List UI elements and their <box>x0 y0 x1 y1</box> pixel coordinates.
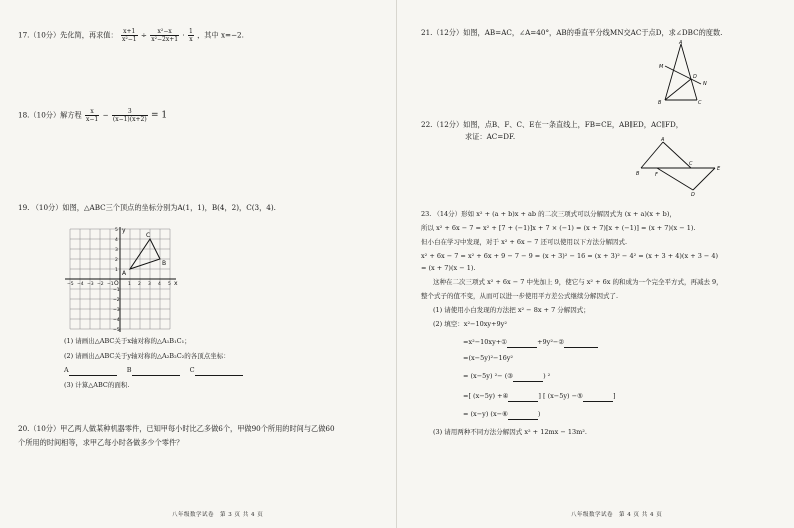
q19-sub1: (1) 请画出△ABC关于x轴对称的△A₁B₁C₁； <box>64 337 191 345</box>
q17-operator-1: ÷ <box>140 30 147 40</box>
q17-tail: ，其中 x=−2. <box>197 30 244 40</box>
label-a: A <box>122 270 127 277</box>
q21-figure <box>655 40 715 106</box>
q19-sub3: (3) 计算△ABC的面积. <box>64 381 130 389</box>
question-17 <box>18 28 244 43</box>
q23-sub1: (1) 请使用小白发现的方法把 x² − 8x + 7 分解因式； <box>433 306 590 314</box>
q21-label-c: C <box>698 100 702 106</box>
svg-text:3: 3 <box>115 248 118 253</box>
svg-text:4: 4 <box>115 238 118 243</box>
svg-text:−2: −2 <box>113 298 120 303</box>
q22-label-b: B <box>636 171 640 177</box>
q22-label-c: C <box>689 161 693 167</box>
blank-3[interactable] <box>513 372 543 382</box>
q19-sub2: (2) 请画出△ABC关于y轴对称的△A₂B₂C₂的各顶点坐标： <box>64 352 230 360</box>
q23-step3: = (x−5y) ²− (③ ) ² <box>463 372 551 380</box>
q22-label-a: A <box>661 137 665 143</box>
q18-fraction-2: $\frac{3}{(x-1)(x+2)}$ <box>112 108 147 123</box>
blank-6-marker: ⑥ <box>502 410 508 418</box>
q22-figure <box>635 136 727 196</box>
blank-5-marker: ⑤ <box>577 392 583 400</box>
q17-operator-2: · <box>182 30 185 40</box>
svg-text:3: 3 <box>148 282 151 287</box>
blank-4[interactable] <box>508 392 538 402</box>
svg-text:−4: −4 <box>113 318 120 323</box>
x-tick-labels <box>67 281 171 287</box>
blank-3-marker: ③ <box>507 372 514 380</box>
q22-line1: 22.（12分）如图，点B、F、C、E在一条直线上，FB=CE，AB∥ED，AC∥FD， <box>421 120 683 129</box>
svg-text:−1: −1 <box>113 288 120 293</box>
svg-text:−3: −3 <box>87 282 94 287</box>
q23-line6: 这种在二次三项式 x² + 6x − 7 中先加上 9，使它与 x² + 6x 的和成为一个完全平方式，再减去 9， <box>433 278 723 286</box>
svg-text:5: 5 <box>168 282 171 287</box>
axes <box>65 227 176 332</box>
blank-b[interactable] <box>132 366 180 376</box>
q17-head: 17.（10分）先化简，再求值： <box>18 30 118 40</box>
q19-prompt: 19. （10分）如图，△ABC三个顶点的坐标分别为A(1，1)，B(4，2)，C(3，4). <box>18 203 276 212</box>
blank-1-marker: ① <box>501 338 508 346</box>
q18-rhs: = 1 <box>150 110 168 121</box>
q23-sub3: (3) 请用两种不同方法分解因式 x² + 12mx − 13m². <box>433 428 587 436</box>
blank-4-marker: ④ <box>502 392 509 400</box>
blank-a[interactable] <box>69 366 117 376</box>
q18-minus: − <box>102 110 109 120</box>
q23-line1: 23. （14分）形如 x² + (a + b)x + ab 的二次三项式可以分解因式为 (x + a)(x + b)， <box>421 210 676 218</box>
q23-line2: 所以 x² + 6x − 7 = x² + [7 + (−1)]x + 7 × (−1) = (x + 7)[x + (−1)] = (x + 7)(x − 1). <box>421 224 696 232</box>
blank-2[interactable] <box>564 338 598 348</box>
blank-2-marker: ② <box>558 338 565 346</box>
q21-label-n: N <box>703 81 707 87</box>
svg-text:4: 4 <box>158 282 161 287</box>
label-x-axis: x <box>174 280 178 287</box>
q23-sub2: (2) 填空：x²−10xy+9y² <box>433 320 507 328</box>
q23-line3: 但小白在学习中发现，对于 x² + 6x − 7 还可以使用以下方法分解因式. <box>421 238 628 246</box>
blank-1[interactable] <box>507 338 537 348</box>
label-b: B <box>162 260 167 267</box>
question-18 <box>18 108 167 123</box>
coordinate-grid <box>62 226 180 334</box>
right-page <box>397 0 794 528</box>
right-footer: 八年级数学试卷 第 4 页 共 4 页 <box>571 512 663 518</box>
q18-fraction-1: $\frac{x}{x-1}$ <box>86 108 99 123</box>
q21-label-m: M <box>659 64 664 70</box>
svg-text:−3: −3 <box>113 308 120 313</box>
q22-label-f: F <box>655 172 658 178</box>
q22-label-e: E <box>717 166 721 172</box>
q20-line2: 个所用的时间相等，求甲乙每小时各做多少个零件？ <box>18 438 184 447</box>
q22-line2: 求证：AC=DF. <box>465 132 516 141</box>
svg-text:5: 5 <box>115 228 118 233</box>
q17-fraction-1: $\frac{x+1}{\text{x²−1}}$ <box>121 28 137 43</box>
q23-line4: x² + 6x − 7 = x² + 6x + 9 − 7 − 9 = (x + 3)² − 16 = (x + 3)² − 4² = (x + 3 + 4)(x + 3 − 4) <box>421 252 719 260</box>
blank-5[interactable] <box>583 392 613 402</box>
blank-c[interactable] <box>195 366 243 376</box>
q19-blanks <box>64 366 243 376</box>
blank-b-label: B <box>126 366 132 374</box>
blank-6[interactable] <box>508 410 538 420</box>
svg-text:2: 2 <box>115 258 118 263</box>
q21-label-d: D <box>693 74 697 80</box>
triangle-abc <box>130 239 160 269</box>
left-footer: 八年级数学试卷 第 3 页 共 4 页 <box>172 512 264 518</box>
svg-text:−5: −5 <box>113 328 120 333</box>
svg-text:1: 1 <box>115 268 118 273</box>
q21-label-a: A <box>679 40 683 46</box>
svg-text:−4: −4 <box>77 282 84 287</box>
svg-text:1: 1 <box>128 282 131 287</box>
q23-step4: =[ (x−5y) +④ ] [ (x−5y) −⑤ ] <box>463 392 616 400</box>
blank-a-label: A <box>64 366 69 374</box>
label-origin: O <box>114 280 119 287</box>
q21-label-b: B <box>658 100 662 106</box>
svg-text:2: 2 <box>138 282 141 287</box>
label-y-axis: y <box>122 227 126 234</box>
q23-step5: = (x−y) (x−⑥ ) <box>463 410 541 418</box>
q17-fraction-3: $\frac{1}{x}$ <box>188 28 193 43</box>
q22-label-d: D <box>691 192 695 196</box>
q23-line5: = (x + 7)(x − 1). <box>421 264 476 272</box>
blank-c-label: C <box>189 366 195 374</box>
svg-text:−2: −2 <box>97 282 104 287</box>
q23-line7: 整个式子的值不变，从而可以进一步使用平方差公式继续分解因式了. <box>421 292 619 300</box>
q20-line1: 20.（10分）甲乙两人做某种机器零件，已知甲每小时比乙多做6个，甲做90个所用的时间与乙做60 <box>18 424 335 433</box>
label-c: C <box>146 232 151 239</box>
svg-text:−5: −5 <box>67 282 74 287</box>
q21-prompt: 21.（12分）如图，AB=AC，∠A=40°，AB的垂直平分线MN交AC于点D，求∠DBC的度数. <box>421 28 723 37</box>
q23-step1: =x²−10xy+① +9y²−② <box>463 338 598 348</box>
q23-step2: =(x−5y)²−16y² <box>463 354 514 362</box>
q17-fraction-2: $\frac{\text{x²−x}}{\text{x²−2x+1}}$ <box>151 28 179 43</box>
svg-text:−1: −1 <box>107 282 114 287</box>
q18-head: 18.（10分）解方程 <box>18 110 82 120</box>
